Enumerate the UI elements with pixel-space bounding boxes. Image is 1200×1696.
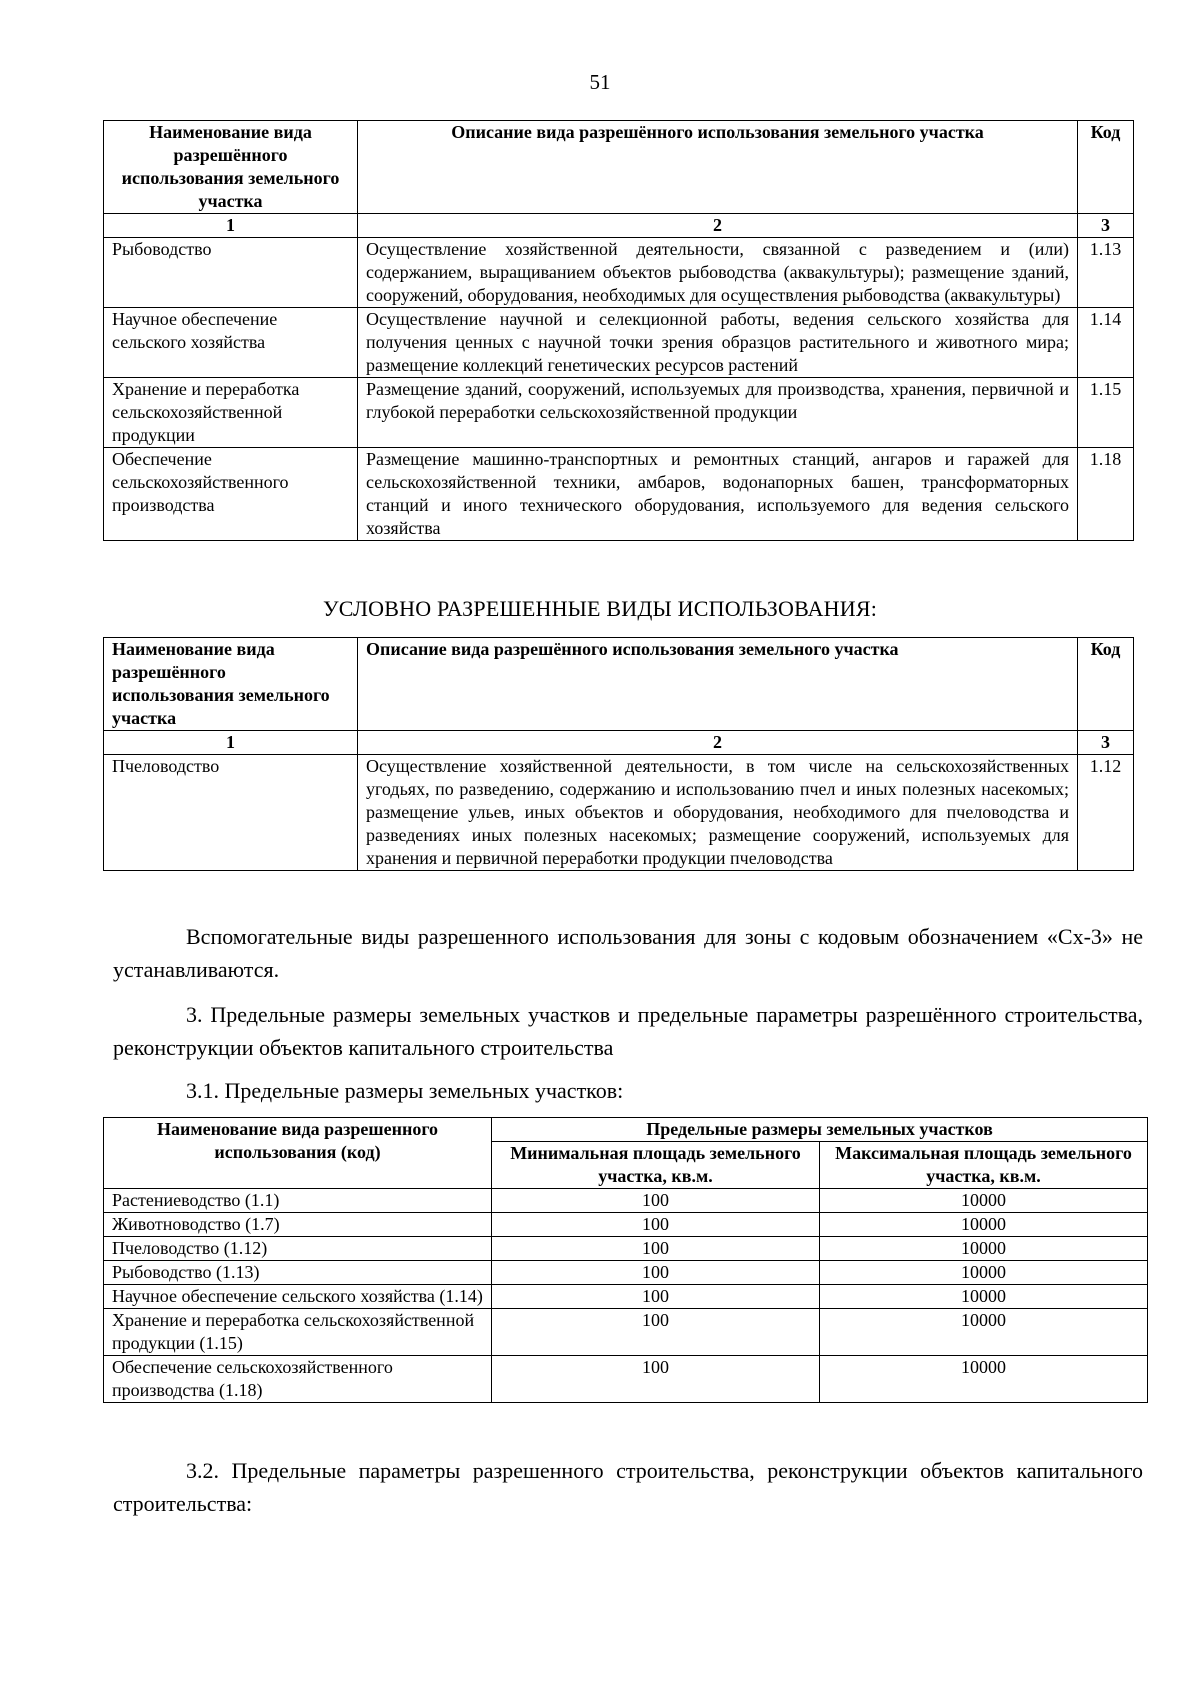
use-code: 1.12 <box>1078 755 1134 871</box>
column-number: 1 <box>104 731 358 755</box>
section-3-2-heading: 3.2. Предельные параметры разрешенного строительства, реконструкции объектов капитального строительства: <box>113 1458 1143 1516</box>
table-row <box>104 378 1134 448</box>
max-area: 10000 <box>820 1213 1148 1237</box>
auxiliary-uses-paragraph: Вспомогательные виды разрешенного использования для зоны с кодовым обозначением «Сх-3» не устанавливаются. <box>113 924 1143 982</box>
use-name: Научное обеспечение сельского хозяйства <box>104 308 358 378</box>
table-header-row <box>104 121 1134 214</box>
min-area: 100 <box>492 1309 820 1356</box>
use-description: Размещение машинно-транспортных и ремонтных станций, ангаров и гаражей для сельскохозяйственной техники, амбаров, водонапорных башен, трансформаторных станций и иного технического оборудования, используемого для ведения сельского хозяйства <box>358 448 1078 541</box>
use-description: Осуществление научной и селекционной работы, ведения сельского хозяйства для получения ценных с научной точки зрения образцов растительного и животного мира; размещение коллекций генетических ресурсов растений <box>358 308 1078 378</box>
use-name: Хранение и переработка сельскохозяйственной продукции (1.15) <box>104 1309 492 1356</box>
use-name: Пчеловодство (1.12) <box>104 1237 492 1261</box>
table-row <box>104 1285 1148 1309</box>
header-description: Описание вида разрешённого использования земельного участка <box>358 121 1078 214</box>
use-code: 1.18 <box>1078 448 1134 541</box>
use-name: Рыбоводство (1.13) <box>104 1261 492 1285</box>
column-number-row <box>104 214 1134 238</box>
use-code: 1.13 <box>1078 238 1134 308</box>
table-row <box>104 755 1134 871</box>
use-name: Рыбоводство <box>104 238 358 308</box>
header-name: Наименование вида разрешённого использования земельного участка <box>104 638 358 731</box>
table-row <box>104 238 1134 308</box>
header-name: Наименование вида разрешённого использования земельного участка <box>104 121 358 214</box>
table-row <box>104 1261 1148 1285</box>
use-name: Научное обеспечение сельского хозяйства (1.14) <box>104 1285 492 1309</box>
use-code: 1.15 <box>1078 378 1134 448</box>
use-description: Осуществление хозяйственной деятельности, связанной с разведением и (или) содержанием, выращиванием объектов рыбоводства (аквакультуры); размещение зданий, сооружений, оборудования, необходимых для осуществления рыбоводства (аквакультуры) <box>358 238 1078 308</box>
table-row <box>104 1189 1148 1213</box>
use-name: Обеспечение сельскохозяйственного производства <box>104 448 358 541</box>
table-row <box>104 1237 1148 1261</box>
min-area: 100 <box>492 1237 820 1261</box>
max-area: 10000 <box>820 1356 1148 1403</box>
header-size-limits: Предельные размеры земельных участков <box>492 1118 1148 1142</box>
use-description: Размещение зданий, сооружений, используемых для производства, хранения, первичной и глубокой переработки сельскохозяйственной продукции <box>358 378 1078 448</box>
column-number: 3 <box>1078 731 1134 755</box>
column-number: 2 <box>358 731 1078 755</box>
table-row <box>104 1309 1148 1356</box>
header-code: Код <box>1078 121 1134 214</box>
table-header-row <box>104 1118 1148 1142</box>
max-area: 10000 <box>820 1237 1148 1261</box>
plot-size-limits-table <box>103 1117 1148 1403</box>
max-area: 10000 <box>820 1309 1148 1356</box>
header-code: Код <box>1078 638 1134 731</box>
header-min-area: Минимальная площадь земельного участка, кв.м. <box>492 1142 820 1189</box>
table-header-row <box>104 638 1134 731</box>
max-area: 10000 <box>820 1261 1148 1285</box>
table-row <box>104 1356 1148 1403</box>
section-3-1-heading: 3.1. Предельные размеры земельных участков: <box>186 1078 624 1103</box>
column-number: 1 <box>104 214 358 238</box>
min-area: 100 <box>492 1356 820 1403</box>
max-area: 10000 <box>820 1189 1148 1213</box>
min-area: 100 <box>492 1285 820 1309</box>
use-name: Обеспечение сельскохозяйственного производства (1.18) <box>104 1356 492 1403</box>
use-name: Пчеловодство <box>104 755 358 871</box>
use-description: Осуществление хозяйственной деятельности, в том числе на сельскохозяйственных угодьях, по разведению, содержанию и использованию пчел и иных полезных насекомых; размещение ульев, иных объектов и оборудования, необходимого для пчеловодства и разведениях иных полезных насекомых; размещение сооружений, используемых для хранения и первичной переработки продукции пчеловодства <box>358 755 1078 871</box>
column-number: 2 <box>358 214 1078 238</box>
min-area: 100 <box>492 1261 820 1285</box>
max-area: 10000 <box>820 1285 1148 1309</box>
table-row <box>104 1213 1148 1237</box>
column-number: 3 <box>1078 214 1134 238</box>
page-number: 51 <box>589 70 611 94</box>
conditional-uses-table <box>103 637 1134 871</box>
use-name: Растениеводство (1.1) <box>104 1189 492 1213</box>
table-row <box>104 448 1134 541</box>
min-area: 100 <box>492 1189 820 1213</box>
use-code: 1.14 <box>1078 308 1134 378</box>
header-max-area: Максимальная площадь земельного участка, кв.м. <box>820 1142 1148 1189</box>
table-row <box>104 308 1134 378</box>
permitted-uses-table <box>103 120 1134 541</box>
use-name: Хранение и переработка сельскохозяйственной продукции <box>104 378 358 448</box>
use-name: Животноводство (1.7) <box>104 1213 492 1237</box>
header-description: Описание вида разрешённого использования земельного участка <box>358 638 1078 731</box>
column-number-row <box>104 731 1134 755</box>
section-heading: УСЛОВНО РАЗРЕШЕННЫЕ ВИДЫ ИСПОЛЬЗОВАНИЯ: <box>322 596 878 621</box>
header-use-name: Наименование вида разрешенного использования (код) <box>104 1118 492 1189</box>
section-3-heading: 3. Предельные размеры земельных участков и предельные параметры разрешённого строительства, реконструкции объектов капитального строительства <box>113 1002 1143 1060</box>
min-area: 100 <box>492 1213 820 1237</box>
